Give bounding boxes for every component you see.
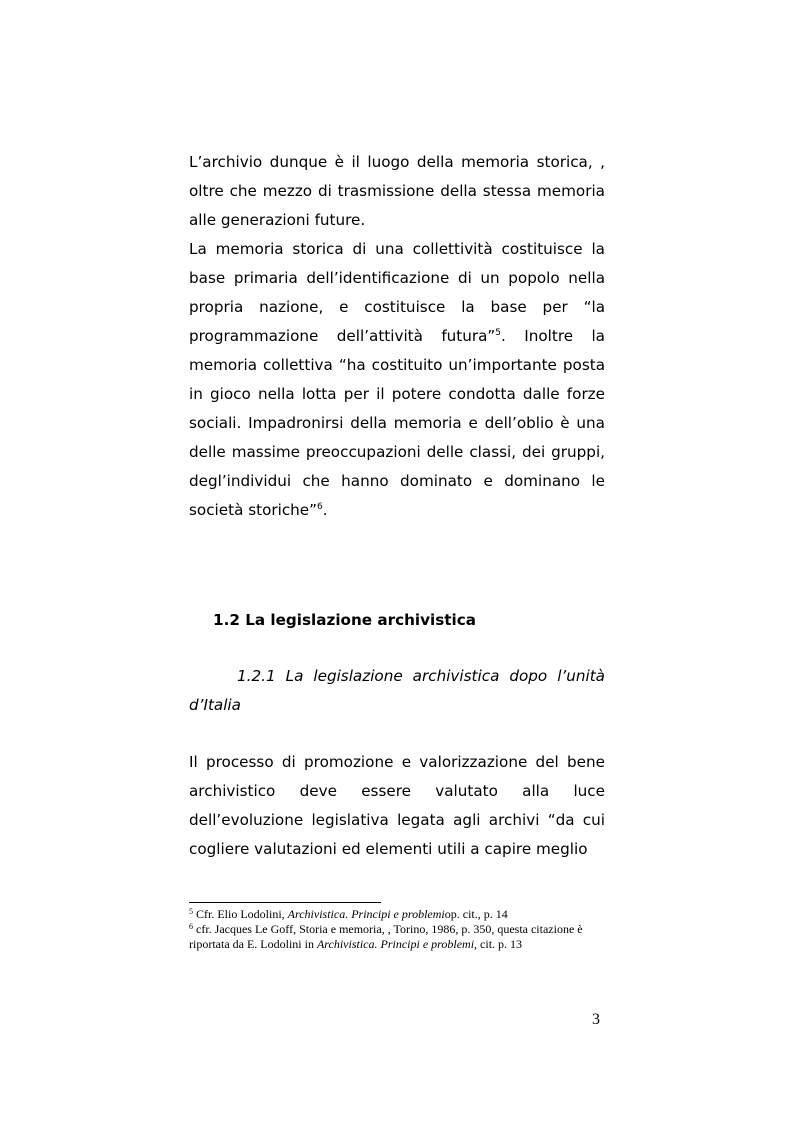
page-number: 3 bbox=[592, 1011, 600, 1028]
paragraph-text: . Inoltre la memoria collettiva “ha costituito un’importante posta in gioco nella lotta per il potere condotta dalle forze sociali. Impadronirsi della memoria e dell’oblio è una delle massime preoccupazioni delle classi, dei gruppi, degl’individui che hanno dominato e dominano le società storiche” bbox=[189, 327, 605, 519]
paragraph-text: L’archivio dunque è il luogo della memoria storica, , oltre che mezzo di trasmissione della stessa memoria alle generazioni future. bbox=[189, 153, 605, 229]
footnote-divider bbox=[189, 902, 381, 903]
body-paragraph-1 bbox=[189, 148, 605, 525]
footnote-reference[interactable]: 5 bbox=[495, 328, 502, 338]
footnote-text: cit. p. 13 bbox=[477, 937, 523, 951]
footnote-title: Archivistica. Principi e problemi bbox=[287, 907, 445, 921]
footnote-text: cfr. Jacques Le Goff, Storia e memoria, , Torino, 1986, p. 350, questa citazione è riportata da E. Lodolini in bbox=[189, 922, 583, 951]
footnote-5 bbox=[189, 907, 605, 922]
footnotes bbox=[189, 907, 605, 952]
footnote-text: op. cit., p. 14 bbox=[444, 907, 508, 921]
body-paragraph-2: Il processo di promozione e valorizzazione del bene archivistico deve essere valutato alla luce dell’evoluzione legislativa legata agli archivi “da cui cogliere valutazioni ed elementi utili a capire meglio bbox=[189, 753, 605, 858]
footnote-text: Cfr. Elio Lodolini, bbox=[193, 907, 288, 921]
subsection-heading-text: 1.2.1 La legislazione archivistica dopo l’unità d’Italia bbox=[189, 667, 605, 714]
section-heading: 1.2 La legislazione archivistica bbox=[213, 611, 476, 629]
subsection-heading bbox=[189, 662, 605, 720]
footnote-number: 5 bbox=[189, 907, 193, 916]
paragraph-text: . bbox=[322, 501, 328, 519]
footnote-title: Archivistica. Principi e problemi, bbox=[316, 937, 478, 951]
footnote-number: 6 bbox=[189, 922, 193, 931]
footnote-6 bbox=[189, 922, 605, 952]
paragraph-text: La memoria storica di una collettività costituisce la base primaria dell’identificazione di un popolo nella propria nazione, e costituisce la base per “la programmazione dell’attività futura” bbox=[189, 240, 605, 345]
footnote-reference[interactable]: 6 bbox=[317, 502, 323, 512]
